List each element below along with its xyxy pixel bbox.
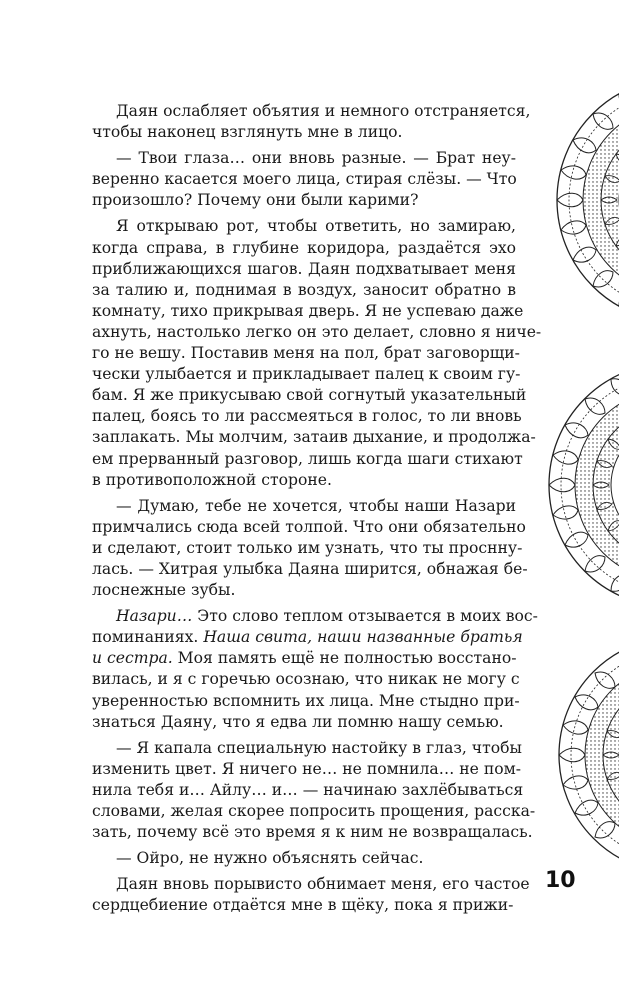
- text-segment: словами, желая скорее попросить прощения, расска-: [92, 802, 536, 820]
- text-line: [92, 648, 516, 669]
- text-segment: нила тебя и… Айлу… и… — начинаю захлёбываться: [92, 780, 524, 799]
- text-segment: ем прерванный разговор, лишь когда шаги стихают: [92, 449, 523, 468]
- text-line: [92, 669, 520, 690]
- text-line: [92, 895, 516, 916]
- page-number: 10: [545, 868, 576, 893]
- text-line: [92, 280, 516, 301]
- text-line: [92, 801, 536, 822]
- paragraph: [92, 148, 516, 211]
- paragraph: [92, 738, 536, 843]
- text-segment: вилась, и я с горечью осознаю, что никак не могу с: [92, 670, 520, 689]
- text-line: [92, 406, 522, 427]
- text-segment: Моя память ещё не полностью восстано-: [172, 649, 517, 668]
- text-segment: комнату, тихо прикрывая дверь. Я не успеваю даже: [92, 301, 524, 320]
- paragraph: [92, 848, 516, 869]
- text-segment: ахнуть, настолько легко он это делает, словно я ниче-: [92, 322, 542, 341]
- text-segment: приближающихся шагов. Даян подхватывает меня: [92, 259, 516, 278]
- page-text: [92, 101, 542, 921]
- text-segment: — Ойро, не нужно объяснять сейчас.: [116, 849, 424, 868]
- text-segment: изменить цвет. Я ничего не… не помнила… не пом-: [92, 759, 522, 778]
- text-line: [92, 343, 520, 364]
- text-line: [92, 259, 516, 280]
- text-line: [92, 559, 528, 580]
- paragraph: [92, 606, 538, 733]
- text-segment: чтобы наконец взглянуть мне в лицо.: [92, 123, 403, 142]
- text-segment: зать, почему всё это время я к ним не возвращалась.: [92, 823, 533, 842]
- text-segment: уверенностью вспомнить их лица. Мне стыдно при-: [92, 691, 520, 710]
- text-segment: палец, боясь то ли рассмеяться в голос, то ли вновь: [92, 407, 522, 426]
- text-segment: веренно касается моего лица, стирая слёзы. — Что: [92, 170, 517, 189]
- text-segment: Даян ослабляет объятия и немного отстраняется,: [116, 102, 531, 120]
- text-segment: Я открываю рот, чтобы ответить, но замираю,: [116, 217, 516, 236]
- paragraph: [92, 496, 528, 601]
- text-line: [92, 691, 520, 712]
- text-segment: произошло? Почему они были карими?: [92, 191, 419, 210]
- text-segment: в противоположной стороне.: [92, 470, 332, 489]
- text-segment: за талию и, поднимая в воздух, заносит обратно в: [92, 280, 516, 299]
- text-line: [92, 322, 542, 343]
- text-line: [92, 364, 521, 385]
- text-line: [92, 101, 531, 122]
- text-line: [92, 122, 516, 143]
- text-segment: лоснежные зубы.: [92, 581, 236, 600]
- text-line: [92, 385, 527, 406]
- text-line: [92, 606, 538, 627]
- text-line: [92, 822, 533, 843]
- text-segment: Даян вновь порывисто обнимает меня, его частое: [116, 875, 530, 894]
- text-segment: Это слово теплом отзывается в моих вос-: [192, 607, 538, 626]
- text-line: [92, 874, 530, 895]
- text-segment: — Твои глаза… они вновь разные. — Брат неу-: [116, 149, 516, 168]
- text-line: [92, 738, 522, 759]
- text-line: [92, 427, 536, 448]
- paragraph: [92, 874, 530, 916]
- italic-text: и сестра.: [92, 649, 173, 668]
- mandala-ornament-bottom: [549, 630, 619, 880]
- text-line: [92, 238, 516, 259]
- text-line: [92, 580, 516, 601]
- text-line: [92, 169, 516, 190]
- text-line: [92, 148, 516, 169]
- text-segment: бам. Я же прикусываю свой согнутый указательный: [92, 386, 527, 405]
- text-line: [92, 627, 523, 648]
- text-line: [92, 759, 522, 780]
- text-line: [92, 301, 524, 322]
- text-line: [92, 216, 516, 237]
- text-segment: — Думаю, тебе не хочется, чтобы наши Назари: [116, 496, 516, 515]
- text-line: [92, 496, 516, 517]
- italic-text: Назари…: [116, 607, 193, 626]
- text-line: [92, 190, 516, 211]
- text-line: [92, 470, 516, 491]
- mandala-ornament-top: [551, 70, 619, 330]
- text-segment: го не вешу. Поставив меня на пол, брат заговорщи-: [92, 344, 520, 363]
- paragraph: [92, 101, 531, 143]
- text-line: [92, 780, 524, 801]
- text-segment: примчались сюда всей толпой. Что они обязательно: [92, 517, 526, 536]
- text-line: [92, 712, 516, 733]
- italic-text: Наша свита, наши названные братья: [203, 628, 523, 647]
- text-segment: заплакать. Мы молчим, затаив дыхание, и продолжа-: [92, 428, 536, 447]
- text-segment: когда справа, в глубине коридора, раздаётся эхо: [92, 238, 516, 257]
- text-segment: знаться Даяну, что я едва ли помню нашу семью.: [92, 712, 504, 731]
- text-segment: чески улыбается и прикладывает палец к своим гу-: [92, 365, 521, 384]
- text-segment: и сделают, стоит только им узнать, что ты проснну-: [92, 538, 523, 557]
- paragraph: [92, 216, 542, 490]
- text-segment: сердцебиение отдаётся мне в щёку, пока я прижи-: [92, 896, 514, 915]
- text-line: [92, 538, 523, 559]
- text-segment: лась. — Хитрая улыбка Даяна ширится, обнажая бе-: [92, 559, 528, 578]
- text-line: [92, 449, 523, 470]
- text-segment: поминаниях.: [92, 628, 204, 647]
- text-line: [92, 848, 516, 869]
- mandala-ornament-middle: [543, 355, 619, 615]
- text-segment: — Я капала специальную настойку в глаз, чтобы: [116, 738, 522, 757]
- text-line: [92, 517, 526, 538]
